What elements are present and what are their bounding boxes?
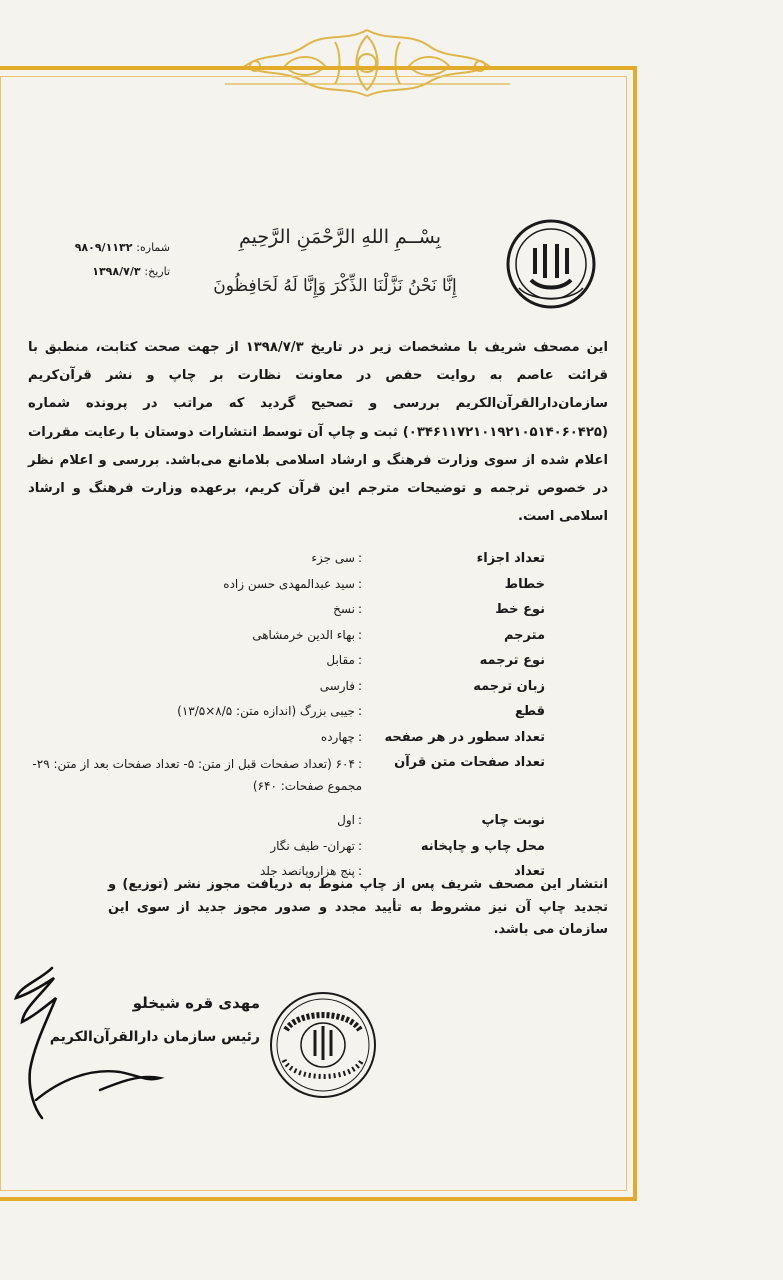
spec-value: :پنج هزاروپانصد جلد xyxy=(260,864,362,878)
spec-label: تعداد اجزاء xyxy=(476,551,545,566)
spec-label: محل چاپ و چاپخانه xyxy=(420,838,545,854)
spec-value: :فارسی xyxy=(319,678,362,693)
spec-value: :تهران- طیف نگار xyxy=(270,838,362,853)
spec-row xyxy=(30,623,545,649)
spec-label: قطع xyxy=(514,704,545,719)
spec-label: نوبت چاپ xyxy=(481,813,545,828)
date-value: ۱۳۹۸/۷/۳ xyxy=(92,265,141,278)
spec-value: :جیبی بزرگ (اندازه متن: ۸/۵×۱۳/۵) xyxy=(177,704,362,718)
spec-row xyxy=(30,750,545,802)
spec-label: مترجم xyxy=(503,627,545,643)
spec-label: تعداد صفحات متن قرآن xyxy=(394,755,545,770)
spec-label: تعداد سطور در هر صفحه xyxy=(384,729,545,745)
reference-number xyxy=(20,236,170,260)
reference-date xyxy=(20,260,170,284)
spec-value: :اول xyxy=(337,813,362,827)
spec-value: :سی جزء xyxy=(311,551,362,565)
spec-value: :بهاء الدین خرمشاهی xyxy=(252,627,362,642)
spec-value: :۶۰۴ (تعداد صفحات قبل از متن: ۵- تعداد صفحات بعد از متن: ۲۹- مجموع صفحات: ۶۴۰) xyxy=(32,757,362,793)
bismillah: بِسْــمِ اللهِ الرَّحْمَنِ الرَّحِيمِ xyxy=(238,226,442,248)
spec-value: :چهارده xyxy=(320,729,362,744)
spec-label: خطاط xyxy=(504,576,545,592)
spec-row xyxy=(30,597,545,623)
number-value: ۹۸۰۹/۱۱۳۲ xyxy=(74,241,133,254)
organization-logo-icon xyxy=(505,218,597,310)
quran-verse: إِنَّا نَحْنُ نَزَّلْنَا الذِّكْرَ وَإِنَّا لَهُ لَحَافِظُونَ xyxy=(213,276,457,296)
signature-icon xyxy=(0,950,170,1130)
spec-value: :سید عبدالمهدی حسن زاده xyxy=(223,576,362,591)
intro-paragraph: این مصحف شریف با مشخصات زیر در تاریخ ۱۳۹۸/۷/۳ از جهت صحت کتابت، منطبق با قرائت عاصم به روایت حفص در معاونت نظارت بر چاپ و نشر قرآن‌کریم سازمان‌دارالقرآن‌الکریم بررسی و تصحیح گردید که مراتب در پرونده شماره (۰۳۴۶۱۱۷۲۱۰۱۹۲۱۰۵۱۴۰۶۰۴۲۵) ثبت و چاپ آن توسط انتشارات دوستان با رعایت مقررات اعلام شده از سوی وزارت فرهنگ و ارشاد اسلامی بلامانع می‌باشد. بررسی و اعلام نظر در خصوص ترجمه و توضیحات مترجم این قرآن کریم، برعهده وزارت فرهنگ و ارشاد اسلامی است. xyxy=(28,340,609,525)
spec-label: زبان ترجمه xyxy=(473,678,545,694)
spec-label: نوع خط xyxy=(495,602,545,617)
spec-value: :نسخ xyxy=(333,602,362,616)
spec-row xyxy=(30,808,545,834)
reference-block xyxy=(20,236,170,284)
specifications-list xyxy=(30,546,545,885)
spec-row xyxy=(30,572,545,598)
spec-row xyxy=(30,674,545,700)
spec-label: تعداد xyxy=(514,864,545,879)
spec-value: :مقابل xyxy=(326,653,362,667)
signer-name: مهدی قره شیخلو xyxy=(132,994,260,1012)
spec-label: نوع ترجمه xyxy=(479,653,545,668)
spec-row xyxy=(30,834,545,860)
outro-paragraph: انتشار این مصحف شریف پس از چاپ منوط به دریافت مجوز نشر (توزیع) و تجدید چاپ آن نیز مشروط به تأیید مجدد و صدور مجوز جدید از سوی این سازمان می باشد. xyxy=(108,877,608,937)
signer-title: رئیس سازمان دارالقرآن‌الکریم xyxy=(49,1029,260,1045)
date-label: تاریخ: xyxy=(144,265,170,278)
spec-row xyxy=(30,546,545,572)
spec-row xyxy=(30,725,545,751)
number-label: شماره: xyxy=(136,241,170,254)
spec-row xyxy=(30,648,545,674)
spec-row xyxy=(30,699,545,725)
official-seal-icon xyxy=(268,990,378,1100)
